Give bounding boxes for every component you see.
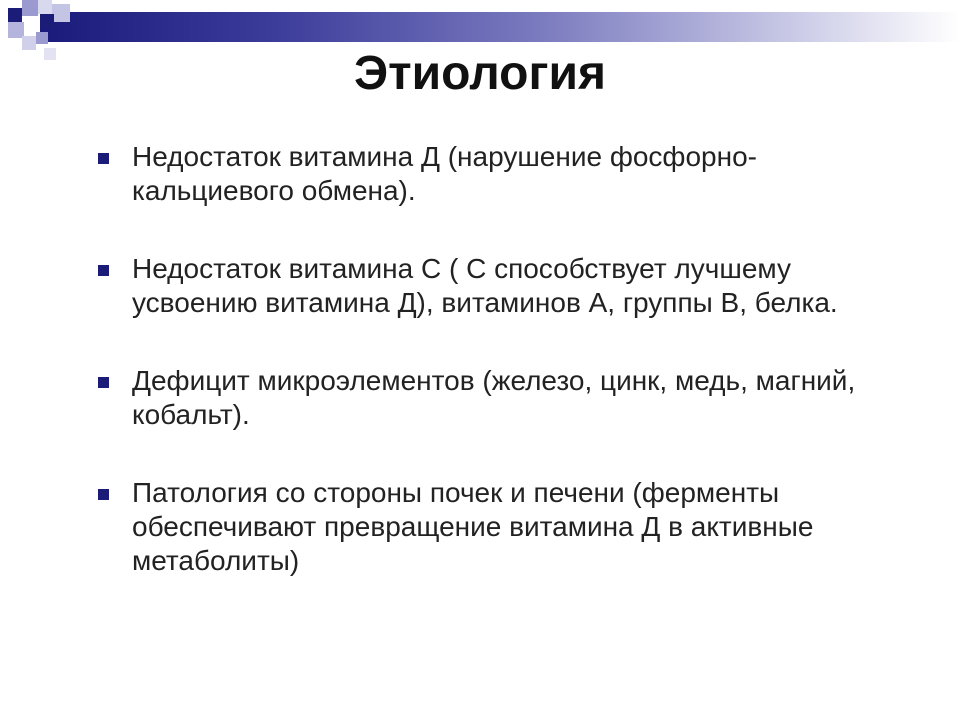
list-item bbox=[96, 252, 896, 320]
deco-square bbox=[22, 0, 38, 16]
list-item bbox=[96, 140, 896, 208]
list-item bbox=[96, 476, 896, 578]
bullet-list bbox=[96, 140, 896, 578]
square-bullet-icon bbox=[98, 377, 109, 388]
slide-title: Этиология bbox=[354, 47, 606, 100]
square-bullet-icon bbox=[98, 489, 109, 500]
bullet-text: Недостаток витамина С ( С способствует лучшему усвоению витамина Д), витаминов А, группы В, белка. bbox=[132, 253, 838, 318]
bullet-text: Недостаток витамина Д (нарушение фосфорно-кальциевого обмена). bbox=[132, 141, 757, 206]
deco-square bbox=[24, 16, 40, 32]
square-bullet-icon bbox=[98, 153, 109, 164]
deco-square bbox=[52, 4, 70, 22]
bullet-text: Патология со стороны почек и печени (ферменты обеспечивают превращение витамина Д в активные метаболиты) bbox=[132, 477, 814, 576]
deco-square bbox=[38, 0, 52, 14]
bullet-text: Дефицит микроэлементов (железо, цинк, медь, магний, кобальт). bbox=[132, 365, 856, 430]
deco-square bbox=[8, 8, 22, 22]
list-item bbox=[96, 364, 896, 432]
header-gradient-bar bbox=[40, 12, 960, 42]
square-bullet-icon bbox=[98, 265, 109, 276]
deco-square bbox=[40, 14, 54, 28]
